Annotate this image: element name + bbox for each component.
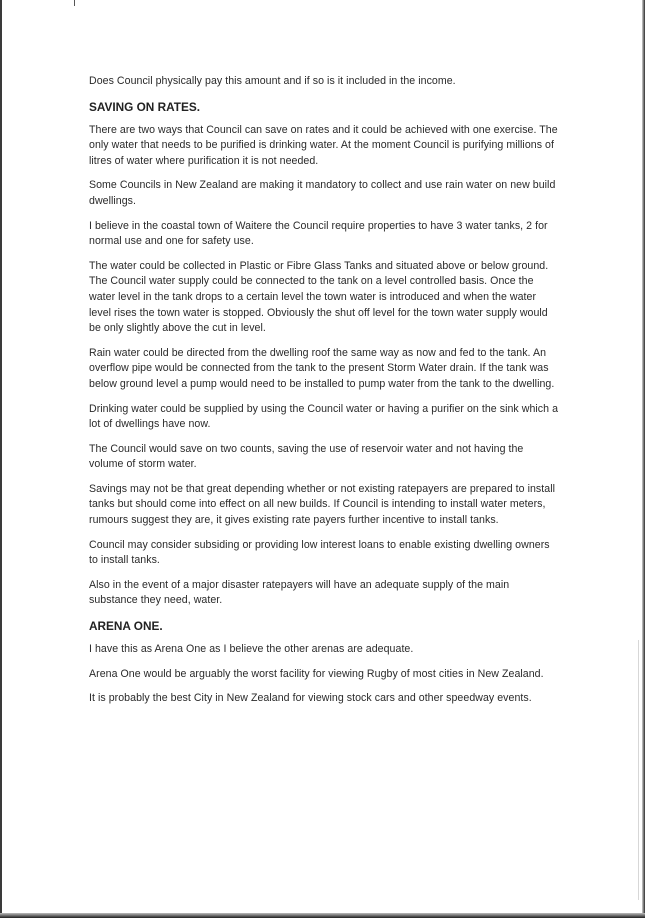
document-page [89, 74, 559, 716]
section-heading-arena-one: ARENA ONE. [89, 619, 163, 634]
paragraph: Council may consider subsiding or providing low interest loans to enable existing dwelling owners to install tanks. [89, 538, 550, 567]
section-heading-saving-on-rates: SAVING ON RATES. [89, 99, 200, 114]
scan-edge-right-inner [638, 640, 639, 900]
paragraph: Drinking water could be supplied by using the Council water or having a purifier on the sink which a lot of dwellings have now. [89, 402, 559, 431]
paragraph: It is probably the best City in New Zealand for viewing stock cars and other speedway events. [89, 692, 532, 705]
scan-edge-bottom [0, 913, 645, 918]
paragraph: Savings may not be that great depending whether or not existing ratepayers are prepared to install tanks but should come into effect on all new builds. If Council is intending to install water meters, rumours suggest they are, it gives existing rate payers further incentive to install tanks. [89, 482, 556, 527]
paragraph: The water could be collected in Plastic or Fibre Glass Tanks and situated above or below ground. The Council water supply could be connected to the tank on a level controlled basis. Once the water level in the tank drops to a certain level the town water is introduced and when the water level rises the town water is stopped. Obviously the shut off level for the town water supply would be only slightly above the cut in level. [89, 259, 549, 335]
paragraph: There are two ways that Council can save on rates and it could be achieved with one exercise. The only water that needs to be purified is drinking water. At the moment Council is purifying millions of litres of water where purification it is not needed. [89, 123, 558, 167]
paragraph: Arena One would be arguably the worst facility for viewing Rugby of most cities in New Zealand. [89, 667, 544, 680]
paragraph: Some Councils in New Zealand are making it mandatory to collect and use rain water on new build dwellings. [89, 179, 556, 207]
paragraph: Also in the event of a major disaster ratepayers will have an adequate supply of the main substance they need, water. [89, 578, 510, 607]
paragraph: I believe in the coastal town of Waitere the Council require properties to have 3 water tanks, 2 for normal use and one for safety use. [89, 219, 548, 248]
scan-edge-left [0, 0, 2, 918]
paragraph: The Council would save on two counts, saving the use of reservoir water and not having the volume of storm water. [89, 442, 524, 471]
scan-mark [74, 0, 75, 6]
paragraph: Rain water could be directed from the dwelling roof the same way as now and fed to the tank. An overflow pipe would be connected from the tank to the present Storm Water drain. If the tank was below ground level a pump would need to be installed to pump water from the tank to the dwelling. [89, 346, 555, 390]
intro-paragraph: Does Council physically pay this amount and if so is it included in the income. [89, 75, 456, 87]
paragraph: I have this as Arena One as I believe the other arenas are adequate. [89, 643, 414, 656]
